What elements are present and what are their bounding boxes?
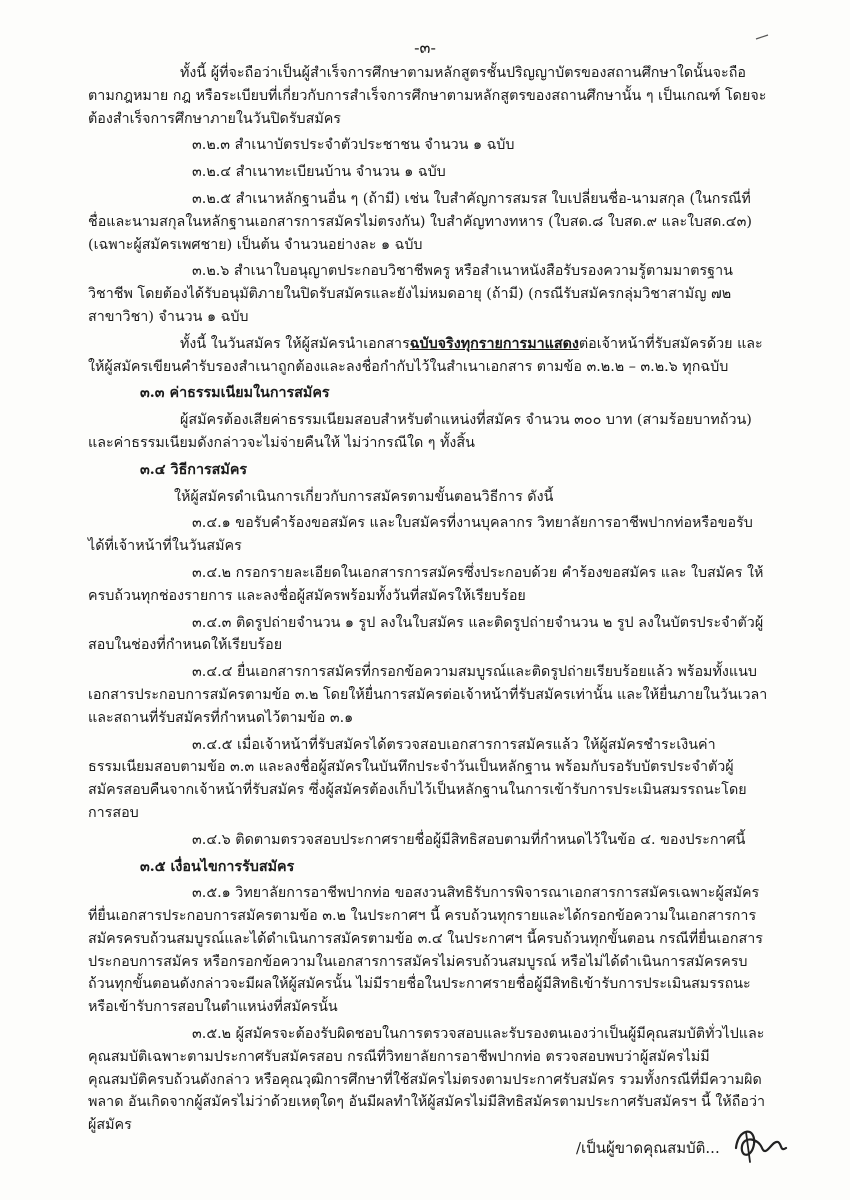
page-number: -๓- (414, 38, 436, 57)
paragraph: ๓.๒.๖ สำเนาใบอนุญาตประกอบวิชาชีพครู หรือสำเนาหนังสือรับรองความรู้ตามมาตรฐานวิชาชีพ โดยต้องได้รับอนุมัติภายในปิดรับสมัครและยังไม่หมดอายุ (ถ้ามี) (กรณีรับสมัครกลุ่มวิชาสามัญ ๗๒ สาขาวิชา) จำนวน ๑ ฉบับ (88, 263, 733, 325)
handwritten-signature (728, 1118, 788, 1168)
paragraph: ๓.๒.๕ สำเนาหลักฐานอื่น ๆ (ถ้ามี) เช่น ใบสำคัญการสมรส ใบเปลี่ยนชื่อ-นามสกุล (ในกรณีที่ชื่อและนามสกุลในหลักฐานเอกสารการสมัครไม่ตรงกัน) ใบสำคัญทางทหาร (ใบสด.๘ ใบสด.๙ และใบสด.๔๓) (เฉพาะผู้สมัครเพศชาย) เป็นต้น จำนวนอย่างละ ๑ ฉบับ (88, 190, 752, 253)
paragraph: ผู้สมัครต้องเสียค่าธรรมเนียมสอบสำหรับตำแหน่งที่สมัคร จำนวน ๓๐๐ บาท (สามร้อยบาทถ้วน) และค่าธรรมเนียมดังกล่าวจะไม่จ่ายคืนให้ ไม่ว่ากรณีใด ๆ ทั้งสิ้น (88, 412, 752, 451)
paragraph: ๓.๒.๔ สำเนาทะเบียนบ้าน จำนวน ๑ ฉบับ (192, 164, 446, 181)
paragraph: ให้ผู้สมัครดำเนินการเกี่ยวกับการสมัครตามขั้นตอนวิธีการ ดังนี้ (174, 488, 554, 505)
paragraph: ๓.๔.๓ ติดรูปถ่ายจำนวน ๑ รูป ลงในใบสมัคร และติดรูปถ่ายจำนวน ๒ รูป ลงในบัตรประจำตัวผู้สอบในช่องที่กำหนดให้เรียบร้อย (88, 614, 764, 654)
paragraph: ๓.๔.๕ เมื่อเจ้าหน้าที่รับสมัครได้ตรวจสอบเอกสารการสมัครแล้ว ให้ผู้สมัครชำระเงินค่าธรรมเนียมสอบตามข้อ ๓.๓ และลงชื่อผู้สมัครในบันทึกประจำวันเป็นหลักฐาน พร้อมกับรอรับบัตรประจำตัวผู้สมัครสอบคืนจากเจ้าหน้าที่รับสมัคร ซึ่งผู้สมัครต้องเก็บไว้เป็นหลักฐานในการเข้ารับการประเมินสมรรถนะโดยการสอบ (88, 736, 747, 821)
paragraph: ๓.๕.๒ ผู้สมัครจะต้องรับผิดชอบในการตรวจสอบและรับรองตนเองว่าเป็นผู้มีคุณสมบัติทั่วไปและคุณสมบัติเฉพาะตามประกาศรับสมัครสอบ กรณีที่วิทยาลัยการอาชีพปากท่อ ตรวจสอบพบว่าผู้สมัครไม่มีคุณสมบัติครบถ้วนดังกล่าว หรือคุณวุฒิการศึกษาที่ใช้สมัครไม่ตรงตามประกาศรับสมัคร รวมทั้งกรณีที่มีความผิดพลาด อันเกิดจากผู้สมัครไม่ว่าด้วยเหตุใดๆ อันมีผลทำให้ผู้สมัครไม่มีสิทธิสมัครตามประกาศรับสมัครฯ นี้ ให้ถือว่าผู้สมัคร (88, 1026, 766, 1134)
paragraph-originals-note (88, 333, 768, 379)
text-run: ทั้งนี้ ในวันสมัคร ให้ผู้สมัครนำเอกสาร (180, 335, 410, 352)
text-run: ต่อเจ้าหน้าที่รับสมัครด้วย และให้ผู้สมัครเขียนคำรับรองสำเนาถูกต้องและลงชื่อกำกับไว้ในสำเนาเอกสาร ตามข้อ ๓.๒.๒ – ๓.๒.๖ ทุกฉบับ (88, 335, 763, 375)
section-heading-fee: ๓.๓ ค่าธรรมเนียมในการสมัคร (140, 385, 330, 402)
paragraph: ๓.๕.๑ วิทยาลัยการอาชีพปากท่อ ขอสงวนสิทธิรับการพิจารณาเอกสารการสมัครเฉพาะผู้สมัครที่ยื่นเอกสารประกอบการสมัครตามข้อ ๓.๒ ในประกาศฯ นี้ ครบถ้วนทุกรายและได้กรอกข้อความในเอกสารการสมัครครบถ้วนสมบูรณ์และได้ดำเนินการสมัครตามข้อ ๓.๔ ในประกาศฯ นี้ครบถ้วนทุกขั้นตอน กรณีที่ยื่นเอกสารประกอบการสมัคร หรือกรอกข้อความในเอกสารการสมัครไม่ครบถ้วนสมบูรณ์ หรือไม่ได้ดำเนินการสมัครครบถ้วนทุกขั้นตอนดังกล่าวจะมีผลให้ผู้สมัครนั้น ไม่มีรายชื่อในประกาศรายชื่อผู้มีสิทธิเข้ารับการประเมินสมรรถนะหรือเข้ารับการสอบในตำแหน่งที่สมัครนั้น (88, 885, 763, 1016)
paragraph: ๓.๔.๖ ติดตามตรวจสอบประกาศรายชื่อผู้มีสิทธิสอบตามที่กำหนดไว้ในข้อ ๔. ของประกาศนี้ (192, 831, 746, 848)
document-body (88, 62, 768, 1141)
continuation-note: /เป็นผู้ขาดคุณสมบัติ... (576, 1139, 720, 1157)
section-heading-method: ๓.๔ วิธีการสมัคร (140, 461, 248, 478)
paragraph: ทั้งนี้ ผู้ที่จะถือว่าเป็นผู้สำเร็จการศึกษาตามหลักสูตรชั้นปริญญาบัตรของสถานศึกษาใดนั้นจะถือตามกฎหมาย กฎ หรือระเบียบที่เกี่ยวกับการสำเร็จการศึกษาตามหลักสูตรของสถานศึกษานั้น ๆ เป็นเกณฑ์ โดยจะต้องสำเร็จการศึกษาภายในวันปิดรับสมัคร (88, 65, 767, 127)
stray-mark (755, 34, 769, 40)
paragraph: ๓.๔.๑ ขอรับคำร้องขอสมัคร และใบสมัครที่งานบุคลากร วิทยาลัยการอาชีพปากท่อหรือขอรับได้ที่เจ้าหน้าที่ในวันสมัคร (88, 515, 753, 555)
section-heading-conditions: ๓.๕ เงื่อนไขการรับสมัคร (140, 858, 295, 875)
paragraph: ๓.๔.๔ ยื่นเอกสารการสมัครที่กรอกข้อความสมบูรณ์และติดรูปถ่ายเรียบร้อยแล้ว พร้อมทั้งแนบเอกสารประกอบการสมัครตามข้อ ๓.๒ โดยให้ยื่นการสมัครต่อเจ้าหน้าที่รับสมัครเท่านั้น และให้ยื่นภายในวันเวลาและสถานที่รับสมัครที่กำหนดไว้ตามข้อ ๓.๑ (88, 664, 768, 726)
paragraph: ๓.๔.๒ กรอกรายละเอียดในเอกสารการสมัครซึ่งประกอบด้วย คำร้องขอสมัคร และ ใบสมัคร ให้ครบถ้วนทุกช่องรายการ และลงชื่อผู้สมัครพร้อมทั้งวันที่สมัครให้เรียบร้อย (88, 564, 764, 604)
emphasis-originals: ฉบับจริงทุกรายการมาแสดง (409, 335, 579, 352)
paragraph: ๓.๒.๓ สำเนาบัตรประจำตัวประชาชน จำนวน ๑ ฉบับ (192, 137, 515, 154)
